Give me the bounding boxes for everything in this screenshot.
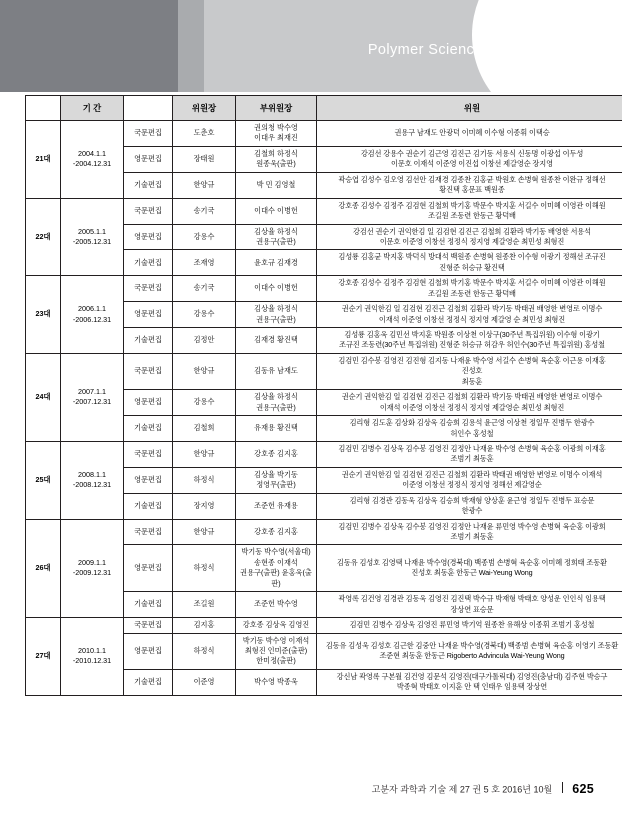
cell-members: 권순기 권익한김 일 김검현 김진근 김철희 김환라 박기동 박태권 배영한 변영로 이명수 이재석 이준영 이창선 정정식 정지영 제갈영 순 최민성 최형진 [317, 302, 622, 328]
cell-role: 국문편집 [124, 519, 173, 545]
cell-members: 김검민 김병수 김상욱 김수봉 김영진 김정안 나재윤 류민영 박수영 손병혁 육순홍 이광희 조범기 최동훈 [317, 519, 622, 545]
cell-period: 2005.1.1 -2005.12.31 [61, 198, 124, 276]
cell-role: 기술편집 [124, 592, 173, 618]
table-row [26, 519, 622, 545]
cell-role: 영문편집 [124, 390, 173, 416]
cell-members: 곽승엽 김성수 김오영 김선안 김재경 김종찬 김홍균 박원호 손병혁 원종찬 이완규 정해선 황진택 홍문표 백원종 [317, 172, 622, 198]
cell-members: 김리형 김도훈 김상화 김상욱 김승희 김용석 윤근영 이상천 정일무 진병두 한광수 허인수 홍성철 [317, 416, 622, 442]
cell-role: 기술편집 [124, 172, 173, 198]
cell-period: 2007.1.1 -2007.12.31 [61, 353, 124, 441]
cell-role: 국문편집 [124, 441, 173, 467]
cell-vice-chair: 권의청 박수영 이대우 최재진 [236, 121, 317, 147]
header-dark-block [0, 0, 178, 92]
cell-chair: 이준영 [173, 669, 236, 695]
cell-chair: 한양규 [173, 172, 236, 198]
table-row [26, 198, 622, 224]
cell-role: 영문편집 [124, 545, 173, 592]
header-vice-chair: 부위원장 [236, 96, 317, 121]
cell-members: 김성룡 김홍욱 김민선 박지훈 박원종 이상천 이상구(30주년 특집위원) 이수형 이광기 조규진 조동련(30주년 특집위원) 진형준 허승규 허감우 허인수(30주년 특집위원) 홍성철 [317, 328, 622, 354]
cell-vice-chair: 박기동 박수영(서울대) 송현종 이재석 권용구(출판) 윤홍욱(출판) [236, 545, 317, 592]
cell-members: 강호종 김성수 김정주 김검현 김철희 박기홍 박문수 박지훈 서길수 이미혜 이영관 이해원 조길원 조동련 한동근 황덕배 [317, 276, 622, 302]
footer-journal-info: 고분자 과학과 기술 제 27 권 5 호 2016년 10월 [371, 784, 553, 795]
cell-chair: 김철희 [173, 416, 236, 442]
header-role-blank [124, 96, 173, 121]
cell-vice-chair: 박기동 박수영 이재석 최형진 인미준(출판) 한미정(출판) [236, 633, 317, 669]
cell-vice-chair: 김동유 남재도 [236, 353, 317, 389]
cell-role: 국문편집 [124, 198, 173, 224]
cell-term: 23대 [26, 276, 61, 354]
cell-role: 국문편집 [124, 276, 173, 302]
cell-role: 국문편집 [124, 121, 173, 147]
journal-title: Polymer Science and Technology [367, 42, 594, 58]
cell-vice-chair: 강호종 김지홍 [236, 519, 317, 545]
cell-members: 권용구 남재도 안광덕 이미혜 이수형 이종휘 이택승 [317, 121, 622, 147]
cell-members: 강호종 김성수 김정주 김검현 김철희 박기홍 박문수 박지훈 서길수 이미혜 이영관 이해원 조길원 조동련 한동근 황덕배 [317, 198, 622, 224]
table-header-row [26, 96, 622, 121]
table-body [26, 121, 622, 696]
cell-term: 21대 [26, 121, 61, 199]
cell-members: 김검민 김수봉 김영진 김진형 김지동 나재윤 박수영 서길수 손병혁 육순홍 이근용 이재홍 진성호 최동훈 [317, 353, 622, 389]
cell-term: 27대 [26, 618, 61, 696]
cell-chair: 한양규 [173, 353, 236, 389]
cell-members: 강검선 강용수 권순기 김근영 김진근 김기동 서용식 신동명 이광섭 이두성 이문호 이재석 이준영 이진섭 이창선 제갈영순 장지영 [317, 146, 622, 172]
cell-role: 영문편집 [124, 224, 173, 250]
cell-vice-chair: 조준헌 유재용 [236, 493, 317, 519]
header-mid-block [178, 0, 204, 92]
page-footer [0, 782, 594, 796]
cell-role: 기술편집 [124, 493, 173, 519]
cell-chair: 장지영 [173, 493, 236, 519]
cell-chair: 강용수 [173, 224, 236, 250]
cell-members: 김동유 김성욱 김성호 김근한 김중안 나재윤 박수영(경북대) 백종범 손병혁 육순홍 이영기 조동환 조준현 최동훈 한동근 Rigoberto Advincula Wai-Yeung Wong [317, 633, 622, 669]
cell-members: 곽영록 김건영 김경관 김동욱 김영진 김진택 박수규 박재형 박태호 양성운 인인식 임용택 장상연 표승문 [317, 592, 622, 618]
cell-vice-chair: 김재경 황진택 [236, 328, 317, 354]
cell-chair: 하정식 [173, 545, 236, 592]
cell-chair: 김정안 [173, 328, 236, 354]
cell-role: 영문편집 [124, 302, 173, 328]
table-row [26, 121, 622, 147]
cell-vice-chair: 유재용 황진택 [236, 416, 317, 442]
header-period: 기 간 [61, 96, 124, 121]
cell-chair: 장태원 [173, 146, 236, 172]
cell-chair: 도춘호 [173, 121, 236, 147]
cell-members: 김검민 김병수 김상욱 김수봉 김영진 김정안 나재윤 박수영 손병혁 육순홍 이광희 이재홍 조범기 최동훈 [317, 441, 622, 467]
cell-term: 26대 [26, 519, 61, 618]
cell-vice-chair: 김상율 박기동 정영무(출판) [236, 467, 317, 493]
cell-role: 기술편집 [124, 416, 173, 442]
cell-chair: 김지홍 [173, 618, 236, 633]
cell-period: 2010.1.1 -2010.12.31 [61, 618, 124, 696]
cell-members: 김검민 김병수 김상욱 김영진 류민영 박기억 원종찬 유해상 이종휘 조범기 홍성철 [317, 618, 622, 633]
cell-chair: 하정식 [173, 467, 236, 493]
cell-chair: 하정식 [173, 633, 236, 669]
cell-period: 2006.1.1 -2006.12.31 [61, 276, 124, 354]
cell-chair: 조재영 [173, 250, 236, 276]
cell-term: 25대 [26, 441, 61, 519]
cell-vice-chair: 이대수 이병헌 [236, 198, 317, 224]
cell-members: 김리형 김경관 김동욱 김상욱 김승희 박재형 양상훈 윤근영 정일두 진병두 표승문 한광수 [317, 493, 622, 519]
cell-members: 강검선 권순기 권익한김 일 김검현 김진근 김철희 김환라 박기동 배영한 서용석 이문호 이준영 이창선 정정식 정지영 제갈영순 최민성 최형진 [317, 224, 622, 250]
cell-role: 영문편집 [124, 467, 173, 493]
cell-chair: 송기국 [173, 276, 236, 302]
cell-term: 22대 [26, 198, 61, 276]
table-row [26, 618, 622, 633]
cell-role: 국문편집 [124, 353, 173, 389]
cell-role: 영문편집 [124, 633, 173, 669]
cell-vice-chair: 김상율 하정식 권용구(출판) [236, 302, 317, 328]
cell-members: 권순기 권익한김 일 김검현 김진근 김철희 김환라 박태권 배영한 변영로 이명수 이재석 이준영 이창선 정정식 정지영 정해선 제갈영순 [317, 467, 622, 493]
cell-period: 2008.1.1 -2008.12.31 [61, 441, 124, 519]
cell-term: 24대 [26, 353, 61, 441]
cell-role: 국문편집 [124, 618, 173, 633]
cell-chair: 송기국 [173, 198, 236, 224]
cell-vice-chair: 박수영 박종욱 [236, 669, 317, 695]
cell-vice-chair: 강호종 김지홍 [236, 441, 317, 467]
cell-members: 강신남 곽영록 구본월 김건영 김문석 김영진(대구가톨릭대) 김영진(충남대) 김주현 박승구 박종혁 박태호 이지훈 안 택 인태우 임용택 장상연 [317, 669, 622, 695]
cell-chair: 강용수 [173, 302, 236, 328]
table-row [26, 353, 622, 389]
committee-table [25, 95, 622, 696]
header-chair: 위원장 [173, 96, 236, 121]
cell-role: 기술편집 [124, 250, 173, 276]
cell-vice-chair: 조준헌 박수영 [236, 592, 317, 618]
table-row [26, 276, 622, 302]
header-term-blank [26, 96, 61, 121]
cell-period: 2004.1.1 -2004.12.31 [61, 121, 124, 199]
cell-chair: 한양규 [173, 519, 236, 545]
committee-table-wrap [25, 95, 619, 696]
cell-members: 김성룡 김홍균 박지홍 박덕식 방대석 백원종 손병혁 원종찬 이수형 이광기 정해선 조규진 진형준 허승규 황진택 [317, 250, 622, 276]
cell-role: 기술편집 [124, 669, 173, 695]
cell-members: 권순기 권익한김 일 김검현 김진근 김철희 김환라 박기동 박태권 배영한 변영로 이명수 이재석 이준영 이창선 정정식 정지영 제갈영순 최민성 최형진 [317, 390, 622, 416]
cell-vice-chair: 김상율 하정식 권용구(출판) [236, 390, 317, 416]
cell-vice-chair: 이대수 이병헌 [236, 276, 317, 302]
cell-period: 2009.1.1 -2009.12.31 [61, 519, 124, 618]
cell-chair: 한양규 [173, 441, 236, 467]
cell-vice-chair: 김철희 하정식 원종욱(출판) [236, 146, 317, 172]
header-members: 위원 [317, 96, 622, 121]
footer-divider [562, 782, 563, 793]
cell-role: 영문편집 [124, 146, 173, 172]
cell-chair: 강용수 [173, 390, 236, 416]
cell-vice-chair: 강호종 김상욱 김영진 [236, 618, 317, 633]
table-row [26, 441, 622, 467]
cell-vice-chair: 윤호규 김재경 [236, 250, 317, 276]
page-number: 625 [572, 782, 594, 796]
cell-chair: 조길원 [173, 592, 236, 618]
cell-members: 김동유 김성호 김영택 나재윤 박수영(경북대) 백종범 손병혁 육순홍 이미혜 정희태 조동환 진성호 최동훈 한동근 Wai-Yeung Wong [317, 545, 622, 592]
cell-vice-chair: 김상율 하정식 권용구(출판) [236, 224, 317, 250]
cell-role: 기술편집 [124, 328, 173, 354]
cell-vice-chair: 박 민 김영철 [236, 172, 317, 198]
